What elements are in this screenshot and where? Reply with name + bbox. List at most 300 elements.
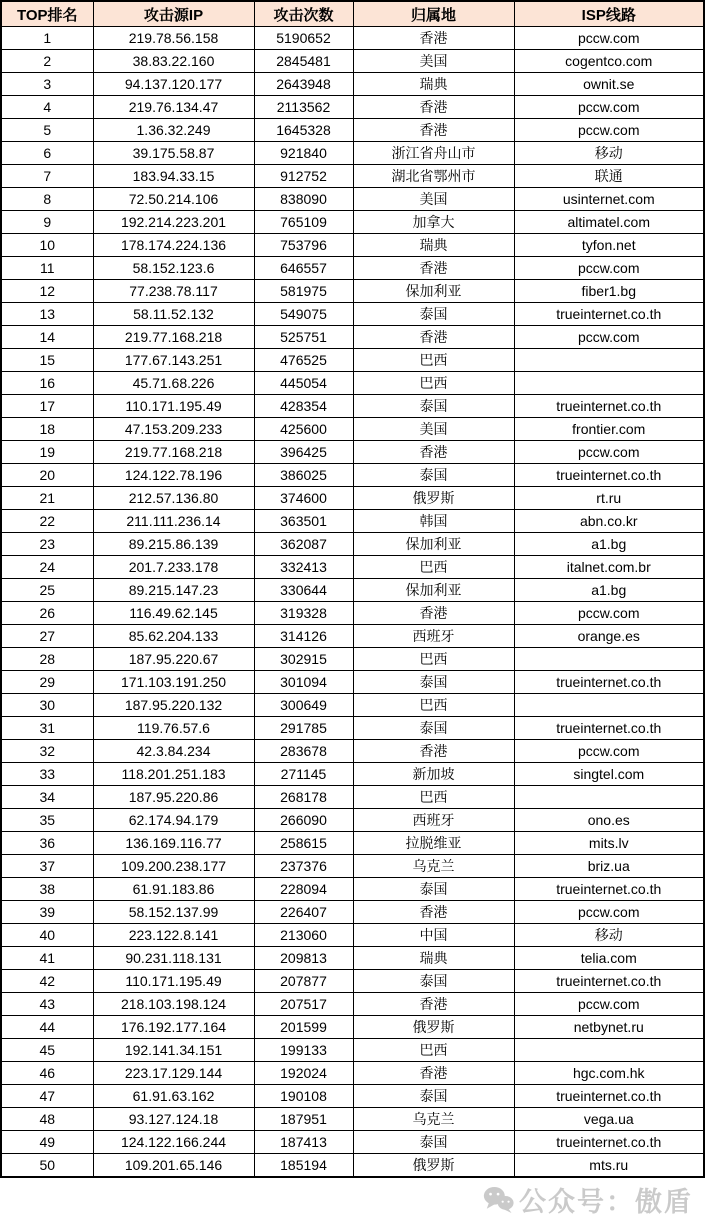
rank-cell: 21 [1, 487, 93, 510]
table-row [1, 855, 704, 878]
count-cell: 581975 [254, 280, 353, 303]
table-row [1, 878, 704, 901]
isp-cell: trueinternet.co.th [514, 717, 704, 740]
location-cell: 拉脱维亚 [353, 832, 514, 855]
isp-cell: pccw.com [514, 326, 704, 349]
count-cell: 237376 [254, 855, 353, 878]
rank-cell: 34 [1, 786, 93, 809]
count-cell: 187413 [254, 1131, 353, 1154]
ip-cell: 136.169.116.77 [93, 832, 254, 855]
ip-cell: 38.83.22.160 [93, 50, 254, 73]
rank-cell: 30 [1, 694, 93, 717]
isp-cell: italnet.com.br [514, 556, 704, 579]
ip-cell: 219.76.134.47 [93, 96, 254, 119]
location-cell: 俄罗斯 [353, 1154, 514, 1178]
ip-cell: 176.192.177.164 [93, 1016, 254, 1039]
ip-cell: 118.201.251.183 [93, 763, 254, 786]
table-row [1, 763, 704, 786]
ip-cell: 211.111.236.14 [93, 510, 254, 533]
ip-cell: 119.76.57.6 [93, 717, 254, 740]
rank-cell: 10 [1, 234, 93, 257]
table-row [1, 924, 704, 947]
isp-cell: 移动 [514, 142, 704, 165]
isp-cell: trueinternet.co.th [514, 671, 704, 694]
isp-cell [514, 349, 704, 372]
rank-cell: 3 [1, 73, 93, 96]
count-cell: 646557 [254, 257, 353, 280]
table-row [1, 625, 704, 648]
location-cell: 香港 [353, 326, 514, 349]
ip-cell: 192.214.223.201 [93, 211, 254, 234]
table-row [1, 993, 704, 1016]
ip-cell: 183.94.33.15 [93, 165, 254, 188]
count-cell: 271145 [254, 763, 353, 786]
isp-cell: trueinternet.co.th [514, 970, 704, 993]
ip-cell: 187.95.220.67 [93, 648, 254, 671]
isp-cell: trueinternet.co.th [514, 1085, 704, 1108]
rank-cell: 8 [1, 188, 93, 211]
isp-cell: cogentco.com [514, 50, 704, 73]
rank-cell: 38 [1, 878, 93, 901]
table-row [1, 142, 704, 165]
count-cell: 314126 [254, 625, 353, 648]
location-cell: 美国 [353, 50, 514, 73]
isp-cell [514, 786, 704, 809]
table-row [1, 372, 704, 395]
count-cell: 374600 [254, 487, 353, 510]
isp-cell: a1.bg [514, 579, 704, 602]
ip-cell: 110.171.195.49 [93, 970, 254, 993]
count-cell: 291785 [254, 717, 353, 740]
location-cell: 香港 [353, 441, 514, 464]
isp-cell: hgc.com.hk [514, 1062, 704, 1085]
ip-cell: 61.91.63.162 [93, 1085, 254, 1108]
isp-cell: altimatel.com [514, 211, 704, 234]
location-cell: 泰国 [353, 395, 514, 418]
isp-cell: trueinternet.co.th [514, 878, 704, 901]
column-header-rank: TOP排名 [1, 1, 93, 27]
isp-cell: pccw.com [514, 27, 704, 50]
ip-cell: 171.103.191.250 [93, 671, 254, 694]
location-cell: 巴西 [353, 372, 514, 395]
rank-cell: 31 [1, 717, 93, 740]
table-row [1, 832, 704, 855]
table-row [1, 579, 704, 602]
ip-cell: 109.200.238.177 [93, 855, 254, 878]
location-cell: 西班牙 [353, 809, 514, 832]
isp-cell: netbynet.ru [514, 1016, 704, 1039]
ip-cell: 93.127.124.18 [93, 1108, 254, 1131]
table-row [1, 303, 704, 326]
column-header-ip: 攻击源IP [93, 1, 254, 27]
count-cell: 226407 [254, 901, 353, 924]
ip-cell: 187.95.220.86 [93, 786, 254, 809]
count-cell: 765109 [254, 211, 353, 234]
location-cell: 巴西 [353, 1039, 514, 1062]
count-cell: 838090 [254, 188, 353, 211]
table-row [1, 740, 704, 763]
rank-cell: 15 [1, 349, 93, 372]
table-row [1, 96, 704, 119]
location-cell: 泰国 [353, 671, 514, 694]
count-cell: 362087 [254, 533, 353, 556]
rank-cell: 33 [1, 763, 93, 786]
table-row [1, 648, 704, 671]
count-cell: 300649 [254, 694, 353, 717]
isp-cell: usinternet.com [514, 188, 704, 211]
rank-cell: 14 [1, 326, 93, 349]
count-cell: 912752 [254, 165, 353, 188]
location-cell: 巴西 [353, 694, 514, 717]
location-cell: 香港 [353, 602, 514, 625]
ip-cell: 1.36.32.249 [93, 119, 254, 142]
ip-cell: 219.77.168.218 [93, 441, 254, 464]
table-row [1, 1039, 704, 1062]
isp-cell: pccw.com [514, 993, 704, 1016]
rank-cell: 47 [1, 1085, 93, 1108]
count-cell: 190108 [254, 1085, 353, 1108]
table-row [1, 280, 704, 303]
location-cell: 湖北省鄂州市 [353, 165, 514, 188]
count-cell: 228094 [254, 878, 353, 901]
rank-cell: 12 [1, 280, 93, 303]
isp-cell: abn.co.kr [514, 510, 704, 533]
isp-cell [514, 372, 704, 395]
isp-cell: mts.ru [514, 1154, 704, 1178]
count-cell: 363501 [254, 510, 353, 533]
count-cell: 921840 [254, 142, 353, 165]
rank-cell: 4 [1, 96, 93, 119]
count-cell: 192024 [254, 1062, 353, 1085]
ip-cell: 219.78.56.158 [93, 27, 254, 50]
count-cell: 5190652 [254, 27, 353, 50]
isp-cell: vega.ua [514, 1108, 704, 1131]
ip-cell: 192.141.34.151 [93, 1039, 254, 1062]
ip-cell: 177.67.143.251 [93, 349, 254, 372]
column-header-location: 归属地 [353, 1, 514, 27]
rank-cell: 40 [1, 924, 93, 947]
isp-cell: pccw.com [514, 119, 704, 142]
table-row [1, 556, 704, 579]
location-cell: 泰国 [353, 303, 514, 326]
rank-cell: 43 [1, 993, 93, 1016]
count-cell: 319328 [254, 602, 353, 625]
count-cell: 207877 [254, 970, 353, 993]
table-row [1, 1085, 704, 1108]
location-cell: 泰国 [353, 1085, 514, 1108]
count-cell: 753796 [254, 234, 353, 257]
ip-cell: 201.7.233.178 [93, 556, 254, 579]
isp-cell: pccw.com [514, 96, 704, 119]
ip-cell: 109.201.65.146 [93, 1154, 254, 1178]
ip-cell: 219.77.168.218 [93, 326, 254, 349]
count-cell: 2643948 [254, 73, 353, 96]
isp-cell: ownit.se [514, 73, 704, 96]
isp-cell: pccw.com [514, 257, 704, 280]
location-cell: 瑞典 [353, 73, 514, 96]
count-cell: 2845481 [254, 50, 353, 73]
count-cell: 185194 [254, 1154, 353, 1178]
rank-cell: 6 [1, 142, 93, 165]
table-row [1, 418, 704, 441]
rank-cell: 46 [1, 1062, 93, 1085]
count-cell: 301094 [254, 671, 353, 694]
count-cell: 332413 [254, 556, 353, 579]
ip-cell: 124.122.166.244 [93, 1131, 254, 1154]
count-cell: 268178 [254, 786, 353, 809]
table-row [1, 349, 704, 372]
isp-cell: rt.ru [514, 487, 704, 510]
ip-cell: 85.62.204.133 [93, 625, 254, 648]
table-header-row [1, 1, 704, 27]
table-row [1, 1131, 704, 1154]
count-cell: 213060 [254, 924, 353, 947]
location-cell: 乌克兰 [353, 855, 514, 878]
ip-cell: 62.174.94.179 [93, 809, 254, 832]
rank-cell: 7 [1, 165, 93, 188]
rank-cell: 25 [1, 579, 93, 602]
table-row [1, 188, 704, 211]
isp-cell: orange.es [514, 625, 704, 648]
table-row [1, 786, 704, 809]
location-cell: 保加利亚 [353, 533, 514, 556]
count-cell: 258615 [254, 832, 353, 855]
ip-cell: 110.171.195.49 [93, 395, 254, 418]
location-cell: 泰国 [353, 464, 514, 487]
count-cell: 283678 [254, 740, 353, 763]
rank-cell: 20 [1, 464, 93, 487]
isp-cell [514, 1039, 704, 1062]
location-cell: 俄罗斯 [353, 487, 514, 510]
rank-cell: 39 [1, 901, 93, 924]
ip-cell: 218.103.198.124 [93, 993, 254, 1016]
ip-cell: 72.50.214.106 [93, 188, 254, 211]
table-row [1, 326, 704, 349]
table-row [1, 510, 704, 533]
table-row [1, 809, 704, 832]
count-cell: 207517 [254, 993, 353, 1016]
rank-cell: 49 [1, 1131, 93, 1154]
wechat-icon [483, 1186, 514, 1214]
location-cell: 新加坡 [353, 763, 514, 786]
rank-cell: 11 [1, 257, 93, 280]
rank-cell: 28 [1, 648, 93, 671]
table-row [1, 119, 704, 142]
table-row [1, 257, 704, 280]
ip-cell: 90.231.118.131 [93, 947, 254, 970]
location-cell: 香港 [353, 901, 514, 924]
ip-cell: 212.57.136.80 [93, 487, 254, 510]
count-cell: 2113562 [254, 96, 353, 119]
isp-cell: trueinternet.co.th [514, 1131, 704, 1154]
count-cell: 445054 [254, 372, 353, 395]
table-body [1, 27, 704, 1178]
location-cell: 瑞典 [353, 234, 514, 257]
count-cell: 525751 [254, 326, 353, 349]
table-row [1, 487, 704, 510]
table-row [1, 970, 704, 993]
table-row [1, 1016, 704, 1039]
rank-cell: 41 [1, 947, 93, 970]
ip-cell: 61.91.183.86 [93, 878, 254, 901]
location-cell: 泰国 [353, 1131, 514, 1154]
location-cell: 巴西 [353, 349, 514, 372]
rank-cell: 19 [1, 441, 93, 464]
isp-cell [514, 648, 704, 671]
rank-cell: 2 [1, 50, 93, 73]
table-row [1, 441, 704, 464]
location-cell: 中国 [353, 924, 514, 947]
location-cell: 泰国 [353, 970, 514, 993]
rank-cell: 18 [1, 418, 93, 441]
table-row [1, 533, 704, 556]
ip-cell: 47.153.209.233 [93, 418, 254, 441]
table-row [1, 1154, 704, 1178]
ip-cell: 124.122.78.196 [93, 464, 254, 487]
location-cell: 美国 [353, 188, 514, 211]
ip-cell: 39.175.58.87 [93, 142, 254, 165]
isp-cell: pccw.com [514, 901, 704, 924]
isp-cell: trueinternet.co.th [514, 464, 704, 487]
table-row [1, 901, 704, 924]
rank-cell: 22 [1, 510, 93, 533]
location-cell: 香港 [353, 119, 514, 142]
location-cell: 韩国 [353, 510, 514, 533]
isp-cell: 联通 [514, 165, 704, 188]
rank-cell: 5 [1, 119, 93, 142]
location-cell: 加拿大 [353, 211, 514, 234]
rank-cell: 9 [1, 211, 93, 234]
table-row [1, 165, 704, 188]
isp-cell: telia.com [514, 947, 704, 970]
count-cell: 187951 [254, 1108, 353, 1131]
location-cell: 巴西 [353, 556, 514, 579]
location-cell: 俄罗斯 [353, 1016, 514, 1039]
watermark [483, 1180, 693, 1219]
rank-cell: 44 [1, 1016, 93, 1039]
location-cell: 巴西 [353, 786, 514, 809]
count-cell: 201599 [254, 1016, 353, 1039]
ip-cell: 94.137.120.177 [93, 73, 254, 96]
count-cell: 428354 [254, 395, 353, 418]
rank-cell: 16 [1, 372, 93, 395]
rank-cell: 48 [1, 1108, 93, 1131]
ip-cell: 89.215.147.23 [93, 579, 254, 602]
isp-cell: pccw.com [514, 602, 704, 625]
rank-cell: 26 [1, 602, 93, 625]
location-cell: 乌克兰 [353, 1108, 514, 1131]
count-cell: 396425 [254, 441, 353, 464]
count-cell: 302915 [254, 648, 353, 671]
ip-cell: 45.71.68.226 [93, 372, 254, 395]
isp-cell: ono.es [514, 809, 704, 832]
rank-cell: 32 [1, 740, 93, 763]
table-row [1, 73, 704, 96]
table-row [1, 602, 704, 625]
table-row [1, 234, 704, 257]
location-cell: 香港 [353, 740, 514, 763]
ip-cell: 42.3.84.234 [93, 740, 254, 763]
location-cell: 泰国 [353, 717, 514, 740]
rank-cell: 23 [1, 533, 93, 556]
table-row [1, 717, 704, 740]
rank-cell: 42 [1, 970, 93, 993]
count-cell: 425600 [254, 418, 353, 441]
location-cell: 保加利亚 [353, 579, 514, 602]
table-row [1, 395, 704, 418]
ip-cell: 223.122.8.141 [93, 924, 254, 947]
isp-cell: briz.ua [514, 855, 704, 878]
isp-cell: frontier.com [514, 418, 704, 441]
location-cell: 香港 [353, 96, 514, 119]
isp-cell: singtel.com [514, 763, 704, 786]
location-cell: 瑞典 [353, 947, 514, 970]
rank-cell: 24 [1, 556, 93, 579]
count-cell: 476525 [254, 349, 353, 372]
ip-cell: 58.152.123.6 [93, 257, 254, 280]
ip-cell: 58.11.52.132 [93, 303, 254, 326]
isp-cell: pccw.com [514, 740, 704, 763]
rank-cell: 35 [1, 809, 93, 832]
rank-cell: 36 [1, 832, 93, 855]
location-cell: 浙江省舟山市 [353, 142, 514, 165]
count-cell: 330644 [254, 579, 353, 602]
isp-cell: tyfon.net [514, 234, 704, 257]
rank-cell: 27 [1, 625, 93, 648]
count-cell: 199133 [254, 1039, 353, 1062]
rank-cell: 50 [1, 1154, 93, 1178]
isp-cell: trueinternet.co.th [514, 395, 704, 418]
count-cell: 549075 [254, 303, 353, 326]
location-cell: 西班牙 [353, 625, 514, 648]
rank-cell: 17 [1, 395, 93, 418]
location-cell: 香港 [353, 27, 514, 50]
rank-cell: 29 [1, 671, 93, 694]
isp-cell [514, 694, 704, 717]
column-header-count: 攻击次数 [254, 1, 353, 27]
isp-cell: 移动 [514, 924, 704, 947]
ip-cell: 223.17.129.144 [93, 1062, 254, 1085]
ip-cell: 116.49.62.145 [93, 602, 254, 625]
isp-cell: mits.lv [514, 832, 704, 855]
location-cell: 泰国 [353, 878, 514, 901]
column-header-isp: ISP线路 [514, 1, 704, 27]
table-row [1, 1062, 704, 1085]
watermark-text: 公众号：傲盾 [519, 1187, 693, 1217]
rank-cell: 1 [1, 27, 93, 50]
count-cell: 209813 [254, 947, 353, 970]
ip-cell: 58.152.137.99 [93, 901, 254, 924]
rank-cell: 45 [1, 1039, 93, 1062]
location-cell: 保加利亚 [353, 280, 514, 303]
table-row [1, 464, 704, 487]
table-row [1, 671, 704, 694]
ip-cell: 89.215.86.139 [93, 533, 254, 556]
rank-cell: 37 [1, 855, 93, 878]
count-cell: 266090 [254, 809, 353, 832]
table-row [1, 211, 704, 234]
ip-cell: 178.174.224.136 [93, 234, 254, 257]
ip-cell: 187.95.220.132 [93, 694, 254, 717]
location-cell: 香港 [353, 993, 514, 1016]
isp-cell: a1.bg [514, 533, 704, 556]
location-cell: 美国 [353, 418, 514, 441]
table-row [1, 50, 704, 73]
isp-cell: pccw.com [514, 441, 704, 464]
location-cell: 香港 [353, 1062, 514, 1085]
ip-cell: 77.238.78.117 [93, 280, 254, 303]
location-cell: 巴西 [353, 648, 514, 671]
